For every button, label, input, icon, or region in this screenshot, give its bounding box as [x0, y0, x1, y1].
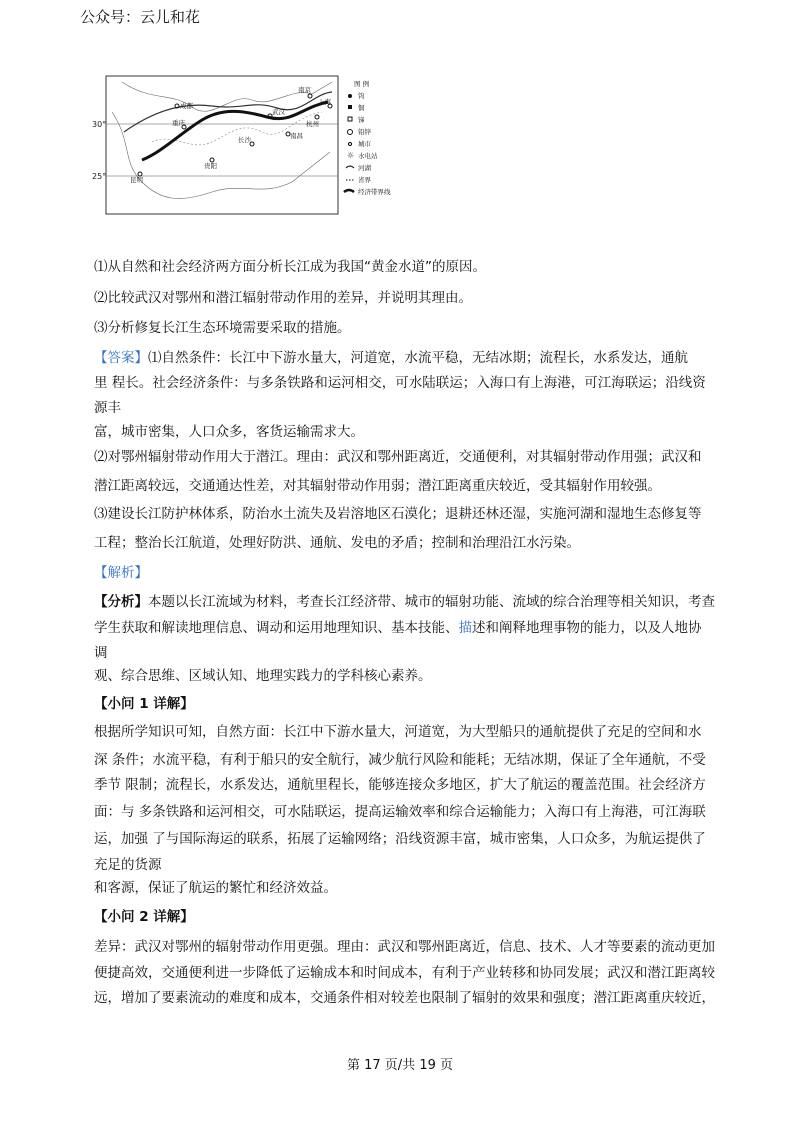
city-nanchang: 南昌	[290, 132, 303, 140]
legend-economic-belt: 经济带界线	[358, 188, 391, 196]
legend-title: 图 例	[354, 80, 370, 88]
answer-line-6: 潜江距离较远，交通通达性差，对其辐射带动作用弱；潜江距离重庆较近，受其辐射作用较强。	[94, 478, 661, 494]
legend-antimony: 锑	[358, 116, 365, 124]
sub-question-1-title: 【小问 1 详解】	[94, 696, 194, 712]
city-chengdu: 成都	[180, 102, 193, 110]
sub1-line-5: 运，加强 了与国际海运的联系，拓展了运输网络；沿线资源丰富，城市密集，人口众多，为航运提供了	[94, 831, 706, 847]
sub1-line-7: 和客源，保证了航运的繁忙和经济效益。	[94, 880, 337, 896]
legend-copper: 铜	[358, 104, 365, 112]
analysis-intro-line-4: 观、综合思维、区域认知、地理实践力的学科核心素养。	[94, 668, 432, 684]
city-guiyang: 贵阳	[204, 162, 217, 170]
page-footer: 第 17 页/共 19 页	[347, 1058, 453, 1073]
city-wuhan: 武汉	[272, 108, 285, 116]
analysis-intro-line-2: 学生获取和解读地理信息、调动和运用地理知识、基本技能、描述和阐释地理事物的能力，以及人地协	[94, 620, 702, 636]
answer-line-3: 源丰	[94, 400, 121, 416]
legend-river-lake: 河湖	[358, 164, 371, 172]
city-changsha: 长沙	[238, 136, 251, 144]
city-hangzhou: 杭州	[306, 120, 319, 128]
answer-line-2: 里 程长。社会经济条件：与多条铁路和运河相交，可水陆联运；入海口有上海港，可江海联运；沿线资	[94, 375, 706, 391]
answer-line-4: 富，城市密集，人口众多，客货运输需求大。	[94, 424, 364, 440]
answer-tag: 【答案】	[94, 350, 148, 366]
sub-question-2-title: 【小问 2 详解】	[94, 909, 194, 925]
answer-line-5: ⑵对鄂州辐射带动作用大于潜江。理由：武汉和鄂州距离近，交通便利，对其辐射带动作用强；武汉和	[94, 449, 702, 465]
page-header: 公众号：云儿和花	[80, 8, 201, 26]
city-kunming: 昆明	[130, 176, 143, 184]
sub1-line-3: 季节 限制；流程长，水系发达，通航里程长，能够连接众多地区，扩大了航运的覆盖范围。社会经济方	[94, 777, 706, 793]
sub1-line-4: 面：与 多条铁路和运河相交，可水陆联运，提高运输效率和综合运输能力；入海口有上海港，可江海联	[94, 804, 706, 820]
legend-lead-zinc: 铅锌	[358, 128, 371, 136]
yangtze-map	[92, 72, 422, 220]
sub2-line-3: 远，增加了要素流动的难度和成本，交通条件相对较差也限制了辐射的效果和强度；潜江距离重庆较近，	[94, 990, 715, 1006]
sub2-line-2: 便捷高效，交通便利进一步降低了运输成本和时间成本，有利于产业转移和协同发展；武汉和潜江距离较	[94, 965, 715, 981]
answer-line-1: 【答案】⑴自然条件：长江中下游水量大，河道宽，水流平稳，无结冰期；流程长，水系发达，通航	[94, 350, 688, 366]
legend-city: 城市	[358, 140, 371, 148]
sub1-line-6: 充足的货源	[94, 857, 162, 873]
answer-line-7: ⑶建设长江防护林体系，防治水土流失及岩溶地区石漠化；退耕还林还湿，实施河湖和湿地生态修复等	[94, 506, 702, 522]
legend-tungsten: 钨	[358, 92, 365, 100]
lat-25: 25°	[92, 172, 107, 181]
answer-line-8: 工程；整治长江航道，处理好防洪、通航、发电的矛盾；控制和治理沿江水污染。	[94, 535, 580, 551]
sub1-line-1: 根据所学知识可知，自然方面：长江中下游水量大，河道宽，为大型船只的通航提供了充足的空间和水	[94, 724, 702, 740]
legend-hydropower: 水电站	[358, 152, 378, 160]
city-nanjing: 南京	[298, 86, 311, 94]
sub2-line-1: 差异：武汉对鄂州的辐射带动作用更强。理由：武汉和鄂州距离近，信息、技术、人才等要素的流动更加	[94, 939, 715, 955]
question-1: ⑴从自然和社会经济两方面分析长江成为我国“黄金水道”的原因。	[94, 259, 486, 275]
legend-province-border: 省界	[358, 176, 371, 184]
analysis-intro-line-3: 调	[94, 645, 108, 661]
question-3: ⑶分析修复长江生态环境需要采取的措施。	[94, 320, 351, 336]
city-shanghai: 上海	[318, 98, 331, 106]
city-chongqing: 重庆	[172, 119, 185, 127]
analysis-intro-line-1: 【分析】本题以长江流域为材料，考查长江经济带、城市的辐射功能、流域的综合治理等相关知识，考查	[94, 594, 715, 610]
lat-30: 30°	[92, 120, 107, 129]
analysis-tag: 【解析】	[94, 565, 148, 581]
question-2: ⑵比较武汉对鄂州和潜江辐射带动作用的差异，并说明其理由。	[94, 290, 472, 306]
sub1-line-2: 深 条件；水流平稳，有利于船只的安全航行，减少航行风险和能耗；无结冰期，保证了全年通航，不受	[94, 752, 706, 768]
svg-text:☼: ☼	[347, 151, 355, 160]
